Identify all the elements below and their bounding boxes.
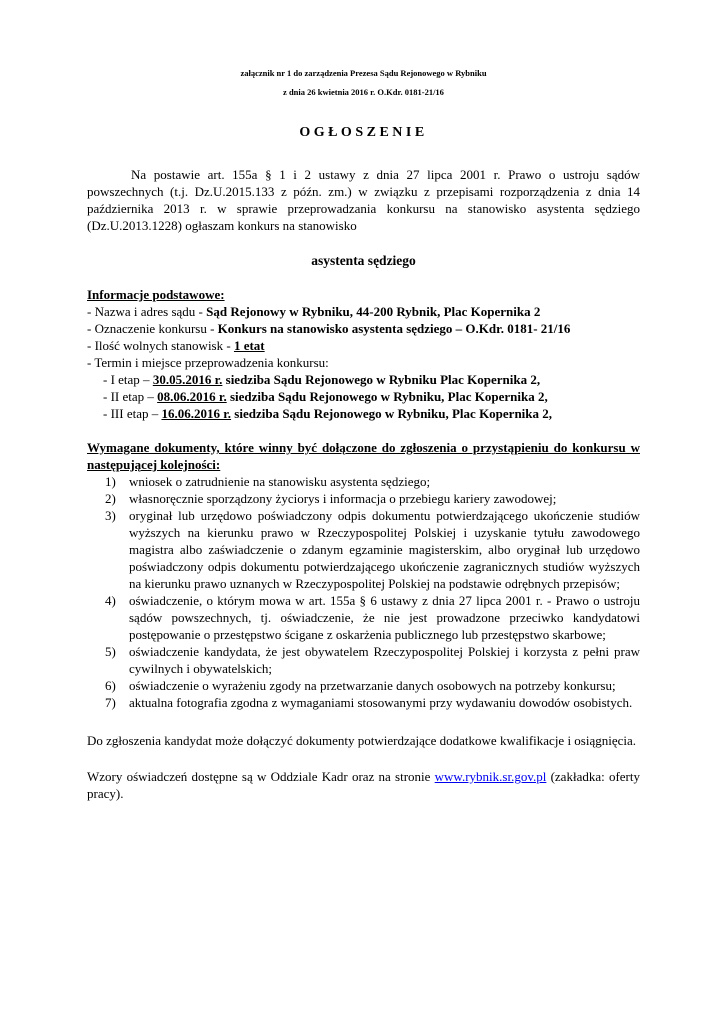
basic-info-heading: Informacje podstawowe: [87, 287, 225, 302]
item-text: oświadczenie, o którym mowa w art. 155a § 6 ustawy z dnia 27 lipca 2001 r. - Prawo o ustroju sądów powszechnych, tj. oświadczenie, że nie jest prowadzone przeciwko kandydatowi postępowanie o przestępstwo ścigane z oskarżenia publicznego lub przestępstwo skarbowe; [129, 593, 640, 642]
posts-label: - Ilość wolnych stanowisk - [87, 338, 234, 353]
header-line-2: z dnia 26 kwietnia 2016 r. O.Kdr. 0181-21/16 [283, 87, 444, 97]
item-number: 2) [105, 491, 116, 506]
list-item [87, 490, 640, 507]
item-number: 1) [105, 474, 116, 489]
item-number: 4) [105, 593, 116, 608]
stage-3-place: siedziba Sądu Rejonowego w Rybniku, Plac Kopernika 2, [231, 406, 553, 421]
contest-line [87, 320, 640, 337]
templates-paragraph [87, 768, 640, 802]
list-item [87, 643, 640, 677]
item-text: oryginał lub urzędowo poświadczony odpis dokumentu potwierdzającego ukończenie studiów wyższych na kierunku prawo w Rzeczypospolitej Polskiej i uzyskanie tytułu zawodowego magistra albo zaświadczenie o zdanym egzaminie magisterskim, albo oryginał lub urzędowo poświadczony odpis dokumentu potwierdzającego ukończenie zagranicznych studiów wyższych na kierunku prawo uznanych w Rzeczypospolitej Polskiej na podstawie odrębnych przepisów; [129, 508, 640, 591]
contest-value: Konkurs na stanowisko asystenta sędziego – O.Kdr. 0181- 21/16 [217, 321, 571, 336]
stage-2-label: - II etap – [103, 389, 158, 404]
templates-before: Wzory oświadczeń dostępne są w Oddziale Kadr oraz na stronie [87, 769, 435, 784]
list-item [87, 473, 640, 490]
stage-2 [87, 388, 640, 405]
position-title: asystenta sędziego [311, 253, 416, 268]
stage-3-label: - III etap – [103, 406, 162, 421]
contest-label: - Oznaczenie konkursu - [87, 321, 218, 336]
basic-info-section [87, 286, 640, 422]
item-text: własnoręcznie sporządzony życiorys i informacja o przebiegu kariery zawodowej; [129, 491, 557, 506]
list-item [87, 677, 640, 694]
item-text: oświadczenie o wyrażeniu zgody na przetwarzanie danych osobowych na potrzeby konkursu; [129, 678, 616, 693]
document-page [87, 64, 640, 802]
website-link[interactable]: www.rybnik.sr.gov.pl [434, 769, 547, 784]
header-line-1: załącznik nr 1 do zarządzenia Prezesa Sądu Rejonowego w Rybniku [240, 68, 487, 78]
item-number: 6) [105, 678, 116, 693]
stage-1 [87, 371, 640, 388]
item-number: 3) [105, 508, 116, 523]
item-text: wniosek o zatrudnienie na stanowisku asystenta sędziego; [129, 474, 431, 489]
posts-line [87, 337, 640, 354]
stage-1-date: 30.05.2016 r. [152, 372, 223, 387]
extra-paragraph: Do zgłoszenia kandydat może dołączyć dokumenty potwierdzające dodatkowe kwalifikacje i osiągnięcia. [87, 733, 637, 748]
list-item [87, 507, 640, 592]
page-title: OGŁOSZENIE [299, 125, 428, 140]
intro-paragraph: Na postawie art. 155a § 1 i 2 ustawy z dnia 27 lipca 2001 r. Prawo o ustroju sądów powszechnych (t.j. Dz.U.2015.133 z późn. zm.) w związku z przepisami rozporządzenia z dnia 14 października 2013 r. w sprawie przeprowadzania konkursu na stanowisko asystenta sędziego (Dz.U.2013.1228) ogłaszam konkurs na stanowisko [87, 167, 640, 233]
templates-after: (zakładka: oferty pracy). [87, 769, 640, 801]
court-line [87, 303, 640, 320]
item-number: 7) [105, 695, 116, 710]
stage-3-date: 16.06.2016 r. [161, 406, 232, 421]
court-value: Sąd Rejonowy w Rybniku, 44-200 Rybnik, Plac Kopernika 2 [206, 304, 541, 319]
docs-section [87, 439, 640, 711]
item-text: oświadczenie kandydata, że jest obywatelem Rzeczypospolitej Polskiej i korzysta z pełni praw cywilnych i obywatelskich; [129, 644, 640, 676]
stage-1-label: - I etap – [103, 372, 153, 387]
posts-value: 1 etat [233, 338, 265, 353]
stage-2-place: siedziba Sądu Rejonowego w Rybniku, Plac Kopernika 2, [226, 389, 548, 404]
item-text: aktualna fotografia zgodna z wymaganiami stosowanymi przy wydawaniu dowodów osobistych. [129, 695, 633, 710]
schedule-label: - Termin i miejsce przeprowadzenia konkursu: [87, 355, 329, 370]
stage-2-date: 08.06.2016 r. [157, 389, 227, 404]
court-label: - Nazwa i adres sądu - [87, 304, 207, 319]
docs-list [87, 473, 640, 711]
stage-1-place: siedziba Sądu Rejonowego w Rybniku Plac Kopernika 2, [222, 372, 541, 387]
stage-3 [87, 405, 640, 422]
item-number: 5) [105, 644, 116, 659]
list-item [87, 592, 640, 643]
docs-heading: Wymagane dokumenty, które winny być dołączone do zgłoszenia o przystąpieniu do konkursu w następującej kolejności: [87, 440, 640, 472]
list-item [87, 694, 640, 711]
